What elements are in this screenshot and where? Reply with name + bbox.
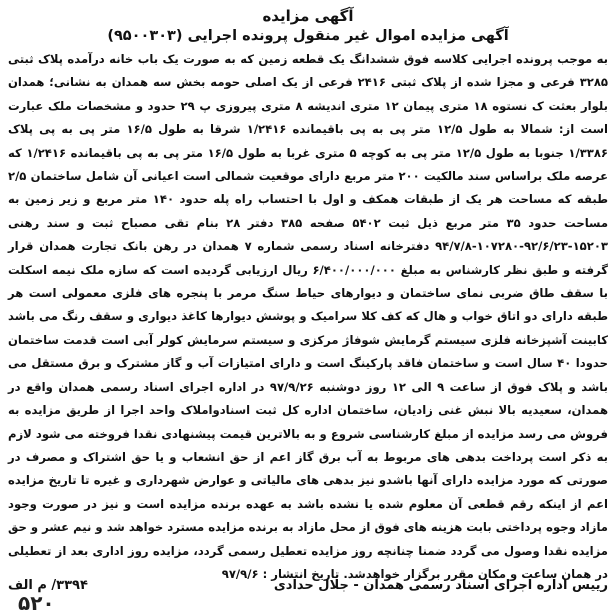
- notice-body: به موجب پرونده اجرایی کلاسه فوق ششدانگ یک قطعه زمین که به صورت یک باب خانه درآمده پلاک ثبتی ۳۲۸۵ فرعی و مجزا شده از پلاک ثبتی ۲۴۱۶ فرعی از یک اصلی حومه بخش سه همدان به نشانی؛ همدان بلوار بعثت ک نستوه ۱۸ متری پیمان ۱۲ متری اندیشه ۸ متری پیروزی پ ۲۹ حدود و مشخصات ملک عبارت است از: شمالا به طول ۱۲/۵ متر پی به پی باقیمانده ۱/۲۴۱۶ شرقا به طول ۱۶/۵ متر پی به پی پلاک ۱/۳۳۸۶ جنوبا به طول ۱۲/۵ متر پی به کوچه ۵ متری غربا به طول ۱۶/۵ متر پی به پی باقیمانده ۱/۲۴۱۶ که عرصه ملک براساس سند مالکیت ۲۰۰ متر مربع دارای موقعیت شمالی است اعیانی آن شامل ساختمان ۲/۵ طبقه که مساحت هر یک از طبقات همکف و اول با احتساب راه پله حدود ۱۴۰ متر مربع و زیر زمین به مساحت حدود ۳۵ متر مربع ذیل ثبت ۵۴۰۲ صفحه ۳۸۵ دفتر ۲۸ بنام تقی مصباح ثبت و سند رهنی ۱۵۲۰۳-۹۲/۶/۲۳-۱۰۷۲۸۰-۹۴/۷/۸ دفترخانه اسناد رسمی شماره ۷ همدان در رهن بانک تجارت همدان قرار گرفته و طبق نظر کارشناس به مبلغ ۶/۴۰۰/۰۰۰/۰۰۰ ریال ارزیابی گردیده است که سازه ملک نیمه اسکلت با سقف طاق ضربی نمای ساختمان و دیوارهای حیاط سنگ مرمر با پنجره های فلزی معمولی است هر طبقه دارای دو اتاق خواب و هال که کف کلا سرامیک و پوشش دیوارها کاغذ دیواری و سقف رنگ می باشد کابینت آشپزخانه فلزی سیستم گرمایش شوفاژ مرکزی و سیستم سرمایش کولر آبی است قدمت ساختمان حدودا ۴۰ سال است و ساختمان فاقد پارکینگ است و دارای امتیازات آب و گاز مشترک و برق مستقل می باشد و پلاک فوق از ساعت ۹ الی ۱۲ روز دوشنبه ۹۷/۹/۲۶ در اداره اجرای اسناد رسمی همدان واقع در همدان، سعیدیه بالا نبش غنی زادیان، ساختمان اداره کل ثبت اسنادواملاک واحد اجرا از طریق مزایده به فروش می رسد مزایده از مبلغ کارشناسی شروع و به بالاترین قیمت پیشنهادی نقدا فروخته می شود لازم به ذکر است پرداخت بدهی های مربوط به آب برق گاز اعم از حق انشعاب و یا حق اشتراک و مصرف در صورتی که مورد مزایده دارای آنها باشدو نیز بدهی های مالیاتی و عوارض شهرداری و غیره تا تاریخ مزایده اعم از اینکه رقم قطعی آن معلوم شده یا نشده باشد به عهده برنده مزایده است و نیز در صورت وجود مازاد وجوه پرداختی بابت هزینه های فوق از محل مازاد به برنده مزایده مسترد خواهد شد و نیم عشر و حق مزایده نقدا وصول می گردد ضمنا چنانچه روز مزایده تعطیل رسمی گردد، مزایده روز اداری بعد از تعطیلی در همان ساعت و مکان مقرر برگزار خواهدشد. تاریخ انتشار : ۹۷/۹/۶: [8, 52, 609, 581]
- reference-number: ۳۳۹۴/ م الف: [8, 578, 88, 593]
- handwritten-stamp: ۵۲۰: [18, 591, 55, 615]
- notice-title: آگهی مزایده: [262, 7, 354, 25]
- notice-subtitle: آگهی مزایده اموال غیر منقول پرونده اجرایی (۹۵۰۰۳۰۳): [107, 28, 509, 44]
- signature-line: رییس اداره اجرای اسناد رسمی همدان - جلال حدادی: [273, 578, 608, 593]
- notice-footer: [8, 578, 608, 593]
